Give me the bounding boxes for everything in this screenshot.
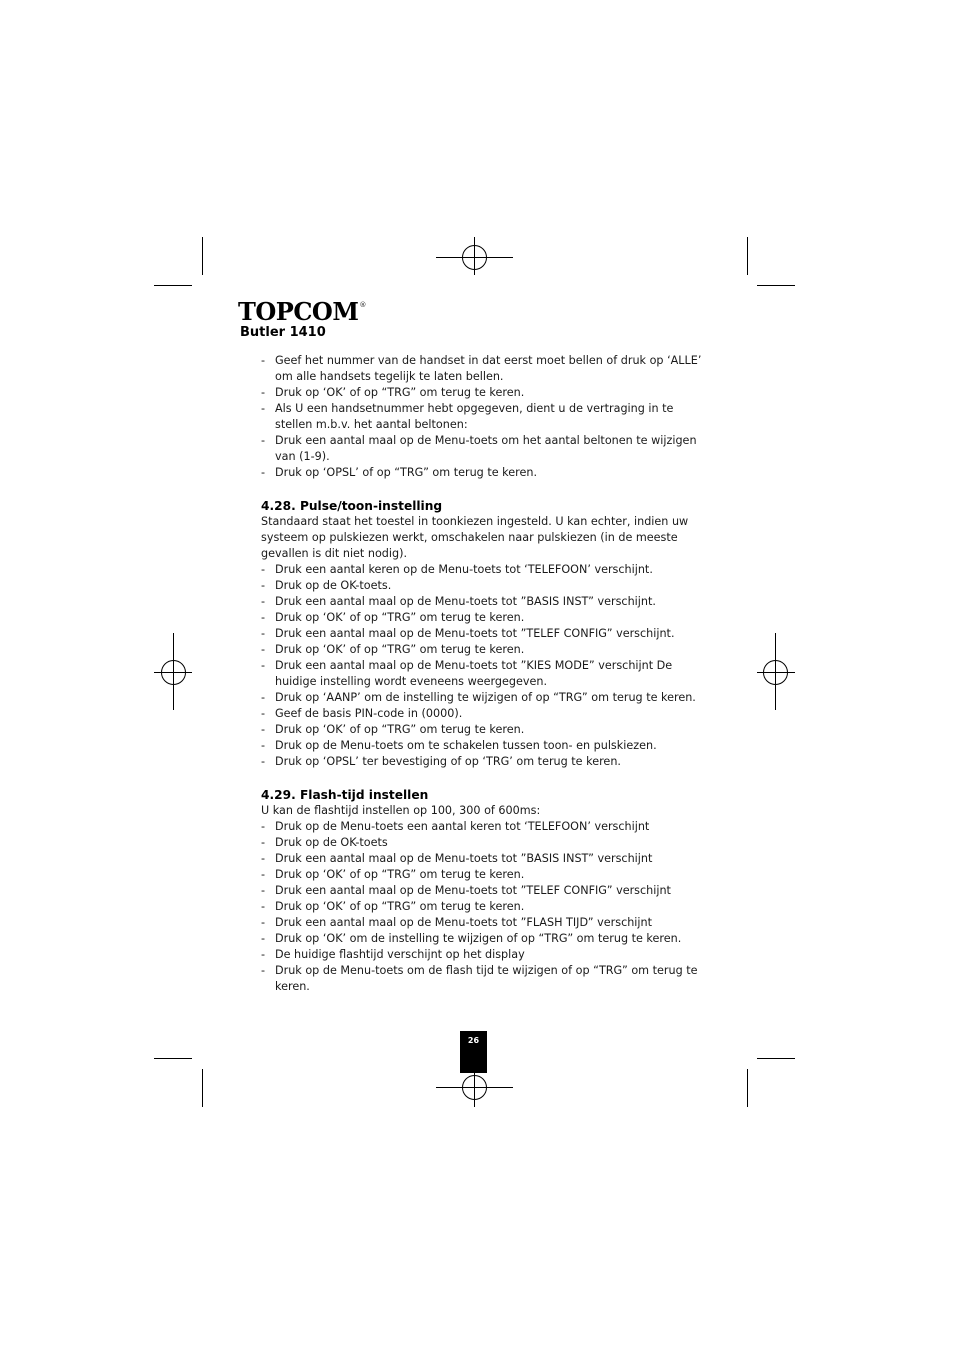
list-item: - Druk een aantal maal op de Menu-toets tot ”BASIS INST” verschijnt.	[261, 594, 711, 610]
list-item: - Druk op ‘OPSL’ of op “TRG” om terug te keren.	[261, 465, 711, 481]
list-item: - Druk op de Menu-toets een aantal keren tot ‘TELEFOON’ verschijnt	[261, 819, 711, 835]
crop-mark	[747, 237, 748, 275]
registered-icon: ®	[359, 301, 367, 309]
list-item: - De huidige flashtijd verschijnt op het display	[261, 947, 711, 963]
list-item: - Druk een aantal maal op de Menu-toets tot ”TELEF CONFIG” verschijnt.	[261, 626, 711, 642]
list-item: - Druk op ‘OPSL’ ter bevestiging of op ‘TRG’ om terug te keren.	[261, 754, 711, 770]
registration-circle	[763, 660, 788, 685]
list-item: - Druk een aantal maal op de Menu-toets om het aantal beltonen te wijzigen van (1-9).	[261, 433, 711, 465]
section-4-28-list	[261, 562, 711, 770]
section-heading-4-28: 4.28. Pulse/toon-instelling	[261, 499, 443, 513]
list-item: - Druk op de Menu-toets om te schakelen tussen toon- en pulskiezen.	[261, 738, 711, 754]
model-name: Butler 1410	[240, 325, 326, 340]
list-item: - Geef het nummer van de handset in dat eerst moet bellen of druk op ‘ALLE’ om alle handsets tegelijk te laten bellen.	[261, 353, 711, 385]
crop-mark	[202, 237, 203, 275]
list-item: - Druk op ‘OK’ of op “TRG” om terug te keren.	[261, 642, 711, 658]
registration-circle	[462, 245, 487, 270]
list-item: - Druk een aantal maal op de Menu-toets tot ”KIES MODE” verschijnt De huidige instelling wordt eveneens weergegeven.	[261, 658, 711, 690]
section-4-29-list	[261, 819, 711, 995]
crop-mark	[757, 285, 795, 286]
list-item: - Druk op de Menu-toets om de flash tijd te wijzigen of op “TRG” om terug te keren.	[261, 963, 711, 995]
list-item: - Druk op de OK-toets.	[261, 578, 711, 594]
intro-list	[261, 353, 711, 481]
brand-logo	[238, 297, 367, 326]
list-item: - Druk op ‘OK’ of op “TRG” om terug te keren.	[261, 899, 711, 915]
list-item: - Druk een aantal maal op de Menu-toets tot ”BASIS INST” verschijnt	[261, 851, 711, 867]
section-paragraph: U kan de flashtijd instellen op 100, 300 of 600ms:	[261, 804, 541, 817]
crop-mark	[202, 1069, 203, 1107]
list-item: - Druk op de OK-toets	[261, 835, 711, 851]
list-item: - Druk op ‘OK’ of op “TRG” om terug te keren.	[261, 385, 711, 401]
crop-mark	[154, 285, 192, 286]
brand-logo-text: TOPCOM	[238, 297, 359, 326]
registration-circle	[161, 660, 186, 685]
list-item: - Druk op ‘OK’ of op “TRG” om terug te keren.	[261, 722, 711, 738]
list-item: - Als U een handsetnummer hebt opgegeven, dient u de vertraging in te stellen m.b.v. het aantal beltonen:	[261, 401, 711, 433]
crop-mark	[757, 1058, 795, 1059]
list-item: - Druk op ‘OK’ of op “TRG” om terug te keren.	[261, 610, 711, 626]
list-item: - Druk een aantal keren op de Menu-toets tot ‘TELEFOON’ verschijnt.	[261, 562, 711, 578]
section-paragraph: Standaard staat het toestel in toonkiezen ingesteld. U kan echter, indien uw systeem op pulskiezen werkt, omschakelen naar pulskiezen (in de meeste gevallen is dit niet nodig).	[261, 515, 689, 560]
page-number: 26	[460, 1031, 487, 1073]
list-item: - Druk op ‘OK’ om de instelling te wijzigen of op “TRG” om terug te keren.	[261, 931, 711, 947]
page-content	[261, 353, 711, 995]
list-item: - Druk op ‘AANP’ om de instelling te wijzigen of op “TRG” om terug te keren.	[261, 690, 711, 706]
list-item: - Druk op ‘OK’ of op “TRG” om terug te keren.	[261, 867, 711, 883]
list-item: - Geef de basis PIN-code in (0000).	[261, 706, 711, 722]
list-item: - Druk een aantal maal op de Menu-toets tot ”FLASH TIJD” verschijnt	[261, 915, 711, 931]
registration-circle	[462, 1075, 487, 1100]
section-heading-4-29: 4.29. Flash-tijd instellen	[261, 788, 429, 802]
crop-mark	[747, 1069, 748, 1107]
list-item: - Druk een aantal maal op de Menu-toets tot ”TELEF CONFIG” verschijnt	[261, 883, 711, 899]
crop-mark	[154, 1058, 192, 1059]
